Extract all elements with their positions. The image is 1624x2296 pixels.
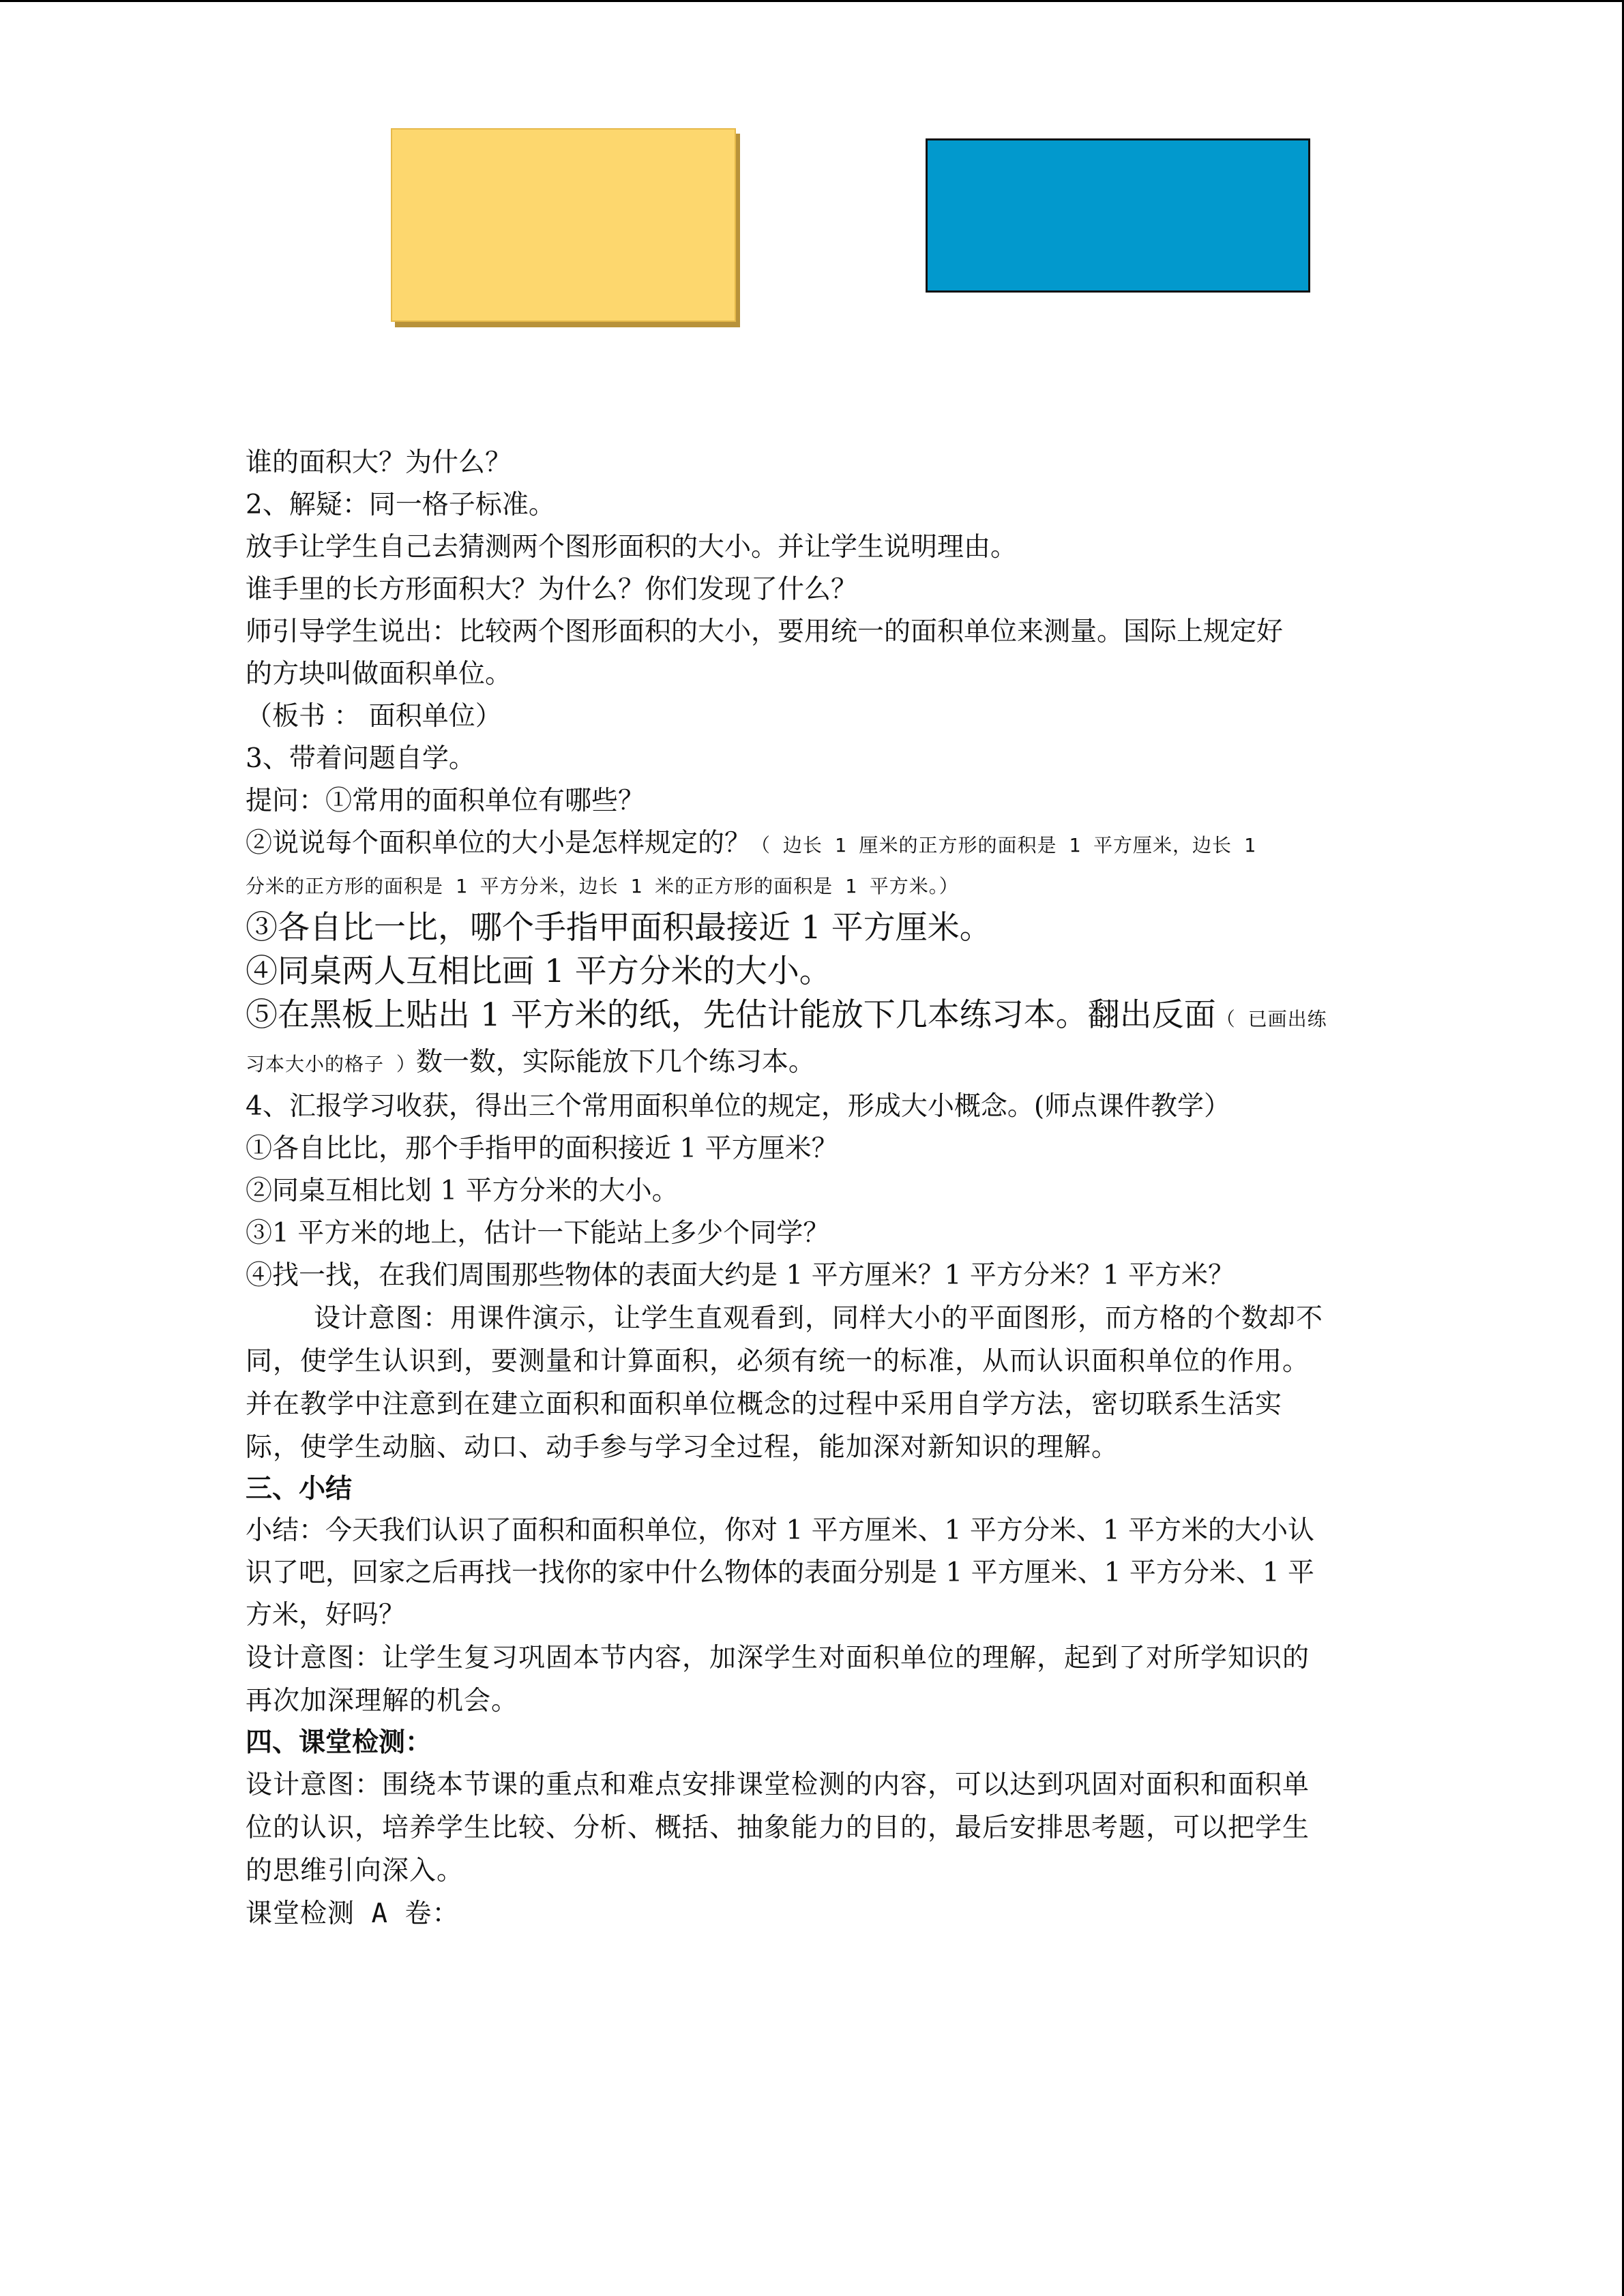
document-body bbox=[246, 442, 1378, 1935]
text-line: 方米，好吗？ bbox=[246, 1600, 406, 1630]
design-intent-line: 位的认识，培养学生比较、分析、概括、抽象能力的目的，最后安排思考题，可以把学生 bbox=[246, 1813, 1310, 1843]
text-line: 放手让学生自己去猜测两个图形面积的大小。并让学生说明理由。 bbox=[246, 532, 1018, 563]
text-line: 课堂检测 A 卷： bbox=[246, 1898, 460, 1929]
design-intent-line: 设计意图：让学生复习巩固本节内容，加深学生对面积单位的理解，起到了对所学知识的 bbox=[246, 1643, 1310, 1673]
text-line: （板书 ： 面积单位） bbox=[246, 701, 502, 732]
design-intent-line: 的思维引向深入。 bbox=[246, 1855, 464, 1886]
design-intent-line: 设计意图：围绕本节课的重点和难点安排课堂检测的内容，可以达到巩固对面积和面积单 bbox=[246, 1770, 1310, 1800]
text-span: ②说说每个面积单位的大小是怎样规定的？ bbox=[246, 828, 752, 859]
text-line: 的方块叫做面积单位。 bbox=[246, 659, 512, 689]
text-span: 数一数，实际能放下几个练习本。 bbox=[415, 1047, 815, 1077]
text-line: 谁手里的长方形面积大？为什么？你们发现了什么？ bbox=[246, 574, 858, 605]
design-intent-line: 设计意图：用课件演示，让学生直观看到，同样大小的平面图形，而方格的个数却不 bbox=[314, 1303, 1324, 1334]
note-span: （ 已画出练 bbox=[1215, 1008, 1327, 1030]
text-line bbox=[246, 994, 1378, 1041]
text-line: 识了吧，回家之后再找一找你的家中什么物体的表面分别是 1 平方厘米、1 平方分米、1 平 bbox=[246, 1557, 1315, 1588]
yellow-rectangle bbox=[391, 128, 736, 322]
text-line: 师引导学生说出：比较两个图形面积的大小，要用统一的面积单位来测量。国际上规定好 bbox=[246, 616, 1284, 647]
text-line: 小结：今天我们认识了面积和面积单位，你对 1 平方厘米、1 平方分米、1 平方米的大小认 bbox=[246, 1515, 1315, 1546]
text-line: ②同桌互相比划 1 平方分米的大小。 bbox=[246, 1176, 679, 1206]
text-span: ⑤在黑板上贴出 1 平方米的纸，先估计能放下几本练习本。翻出反面 bbox=[246, 996, 1216, 1034]
note-span: （ 边长 1 厘米的正方形的面积是 1 平方厘米，边长 1 bbox=[751, 834, 1256, 856]
text-line: 提问：①常用的面积单位有哪些？ bbox=[246, 786, 645, 816]
note-line: 分米的正方形的面积是 1 平方分米，边长 1 米的正方形的面积是 1 平方米。） bbox=[246, 875, 959, 897]
text-line: 谁的面积大？为什么？ bbox=[246, 447, 512, 478]
text-line: ④同桌两人互相比画 1 平方分米的大小。 bbox=[246, 953, 831, 990]
note-span: 习本大小的格子 ） bbox=[246, 1053, 416, 1075]
blue-rectangle bbox=[926, 138, 1310, 293]
text-line bbox=[246, 1041, 1378, 1086]
text-line: ①各自比比，那个手指甲的面积接近 1 平方厘米？ bbox=[246, 1133, 838, 1164]
design-intent-line: 际，使学生动脑、动口、动手参与学习全过程，能加深对新知识的理解。 bbox=[246, 1432, 1119, 1463]
design-intent-line: 再次加深理解的机会。 bbox=[246, 1686, 519, 1716]
text-line: 4、汇报学习收获，得出三个常用面积单位的规定，形成大小概念。(师点课件教学） bbox=[246, 1091, 1231, 1122]
text-line: 2、解疑：同一格子标准。 bbox=[246, 490, 555, 520]
text-line bbox=[246, 822, 1378, 867]
text-line: 3、带着问题自学。 bbox=[246, 743, 475, 774]
top-border bbox=[0, 0, 1624, 2]
design-intent-line: 同，使学生认识到，要测量和计算面积，必须有统一的标准，从而认识面积单位的作用。 bbox=[246, 1346, 1310, 1377]
design-intent-line: 并在教学中注意到在建立面积和面积单位概念的过程中采用自学方法，密切联系生活实 bbox=[246, 1389, 1283, 1420]
text-line: ④找一找，在我们周围那些物体的表面大约是 1 平方厘米？1 平方分米？1 平方米？ bbox=[246, 1260, 1235, 1291]
section-heading: 三、小结 bbox=[246, 1474, 353, 1504]
section-heading: 四、课堂检测： bbox=[246, 1727, 432, 1758]
text-line: ③各自比一比，哪个手指甲面积最接近 1 平方厘米。 bbox=[246, 909, 992, 946]
text-line: ③1 平方米的地上，估计一下能站上多少个同学？ bbox=[246, 1218, 830, 1249]
